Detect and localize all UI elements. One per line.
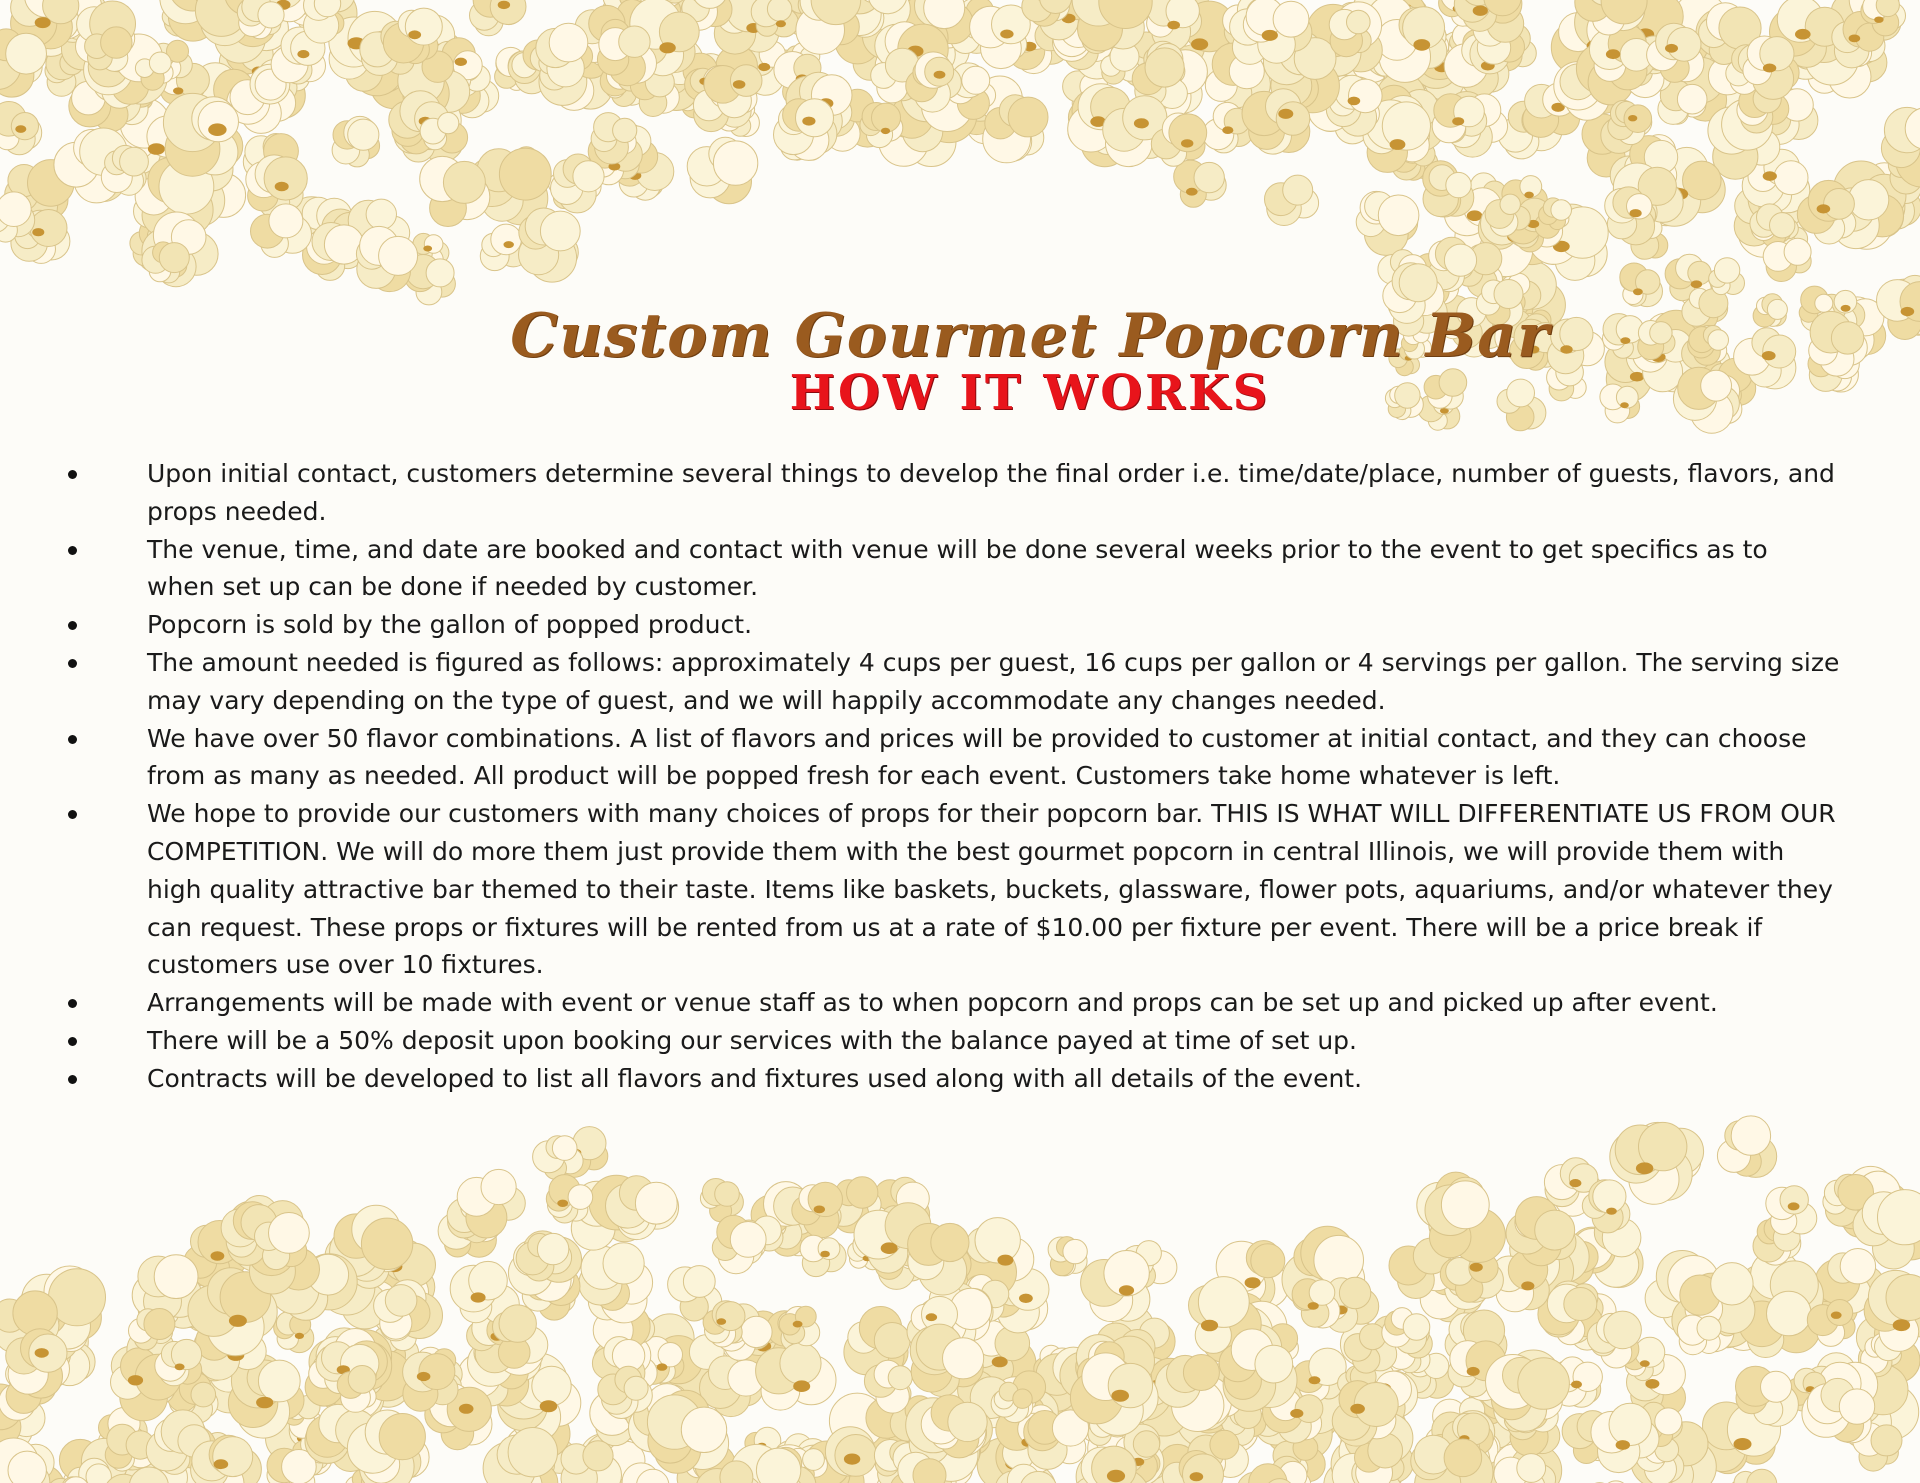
popcorn-kernel-shape — [1425, 1181, 1505, 1263]
page-subtitle: HOW IT WORKS — [789, 365, 1271, 421]
popcorn-bottom-image — [0, 1110, 1920, 1483]
popcorn-kernel-shape — [403, 1352, 458, 1411]
popcorn-kernel-shape — [1356, 191, 1419, 255]
list-item-text: Upon initial contact, customers determine several things to develop the final order i.e. time/date/place, number of guests, flavors, and props needed. — [147, 459, 1835, 526]
popcorn-kernel-shape — [579, 1243, 653, 1311]
bullet-icon — [68, 810, 77, 819]
popcorn-kernel-shape — [1081, 1251, 1150, 1322]
popcorn-kernel-shape — [756, 1343, 836, 1410]
popcorn-kernel-shape — [163, 93, 242, 176]
popcorn-kernel-shape — [774, 99, 837, 161]
popcorn-kernel-shape — [1766, 1186, 1817, 1235]
popcorn-kernel-shape — [519, 208, 581, 282]
popcorn-kernel-shape — [1329, 9, 1371, 56]
bullet-icon — [68, 470, 77, 479]
title-block — [0, 300, 1920, 420]
popcorn-kernel-shape — [1677, 1315, 1721, 1355]
popcorn-kernel-shape — [1174, 160, 1227, 207]
popcorn-kernel-shape — [687, 137, 758, 203]
list-item-text: We have over 50 flavor combinations. A list of flavors and prices will be provided to customer at initial contact, and they can choose from as many as needed. All product will be popped fresh for each event. Customers take home whatever is left. — [147, 723, 1807, 791]
list-item-text: The amount needed is figured as follows: approximately 4 cups per guest, 16 cups per gallon or 4 servings per gallon. The serving size may vary depending on the type of guest, and we will happily accommodate any changes needed. — [147, 647, 1840, 715]
popcorn-kernel-shape — [712, 1215, 766, 1273]
list-item — [0, 644, 1920, 720]
popcorn-border-bottom — [0, 1110, 1920, 1483]
popcorn-kernel-shape — [493, 1305, 548, 1368]
popcorn-kernel-shape — [420, 156, 490, 226]
list-item — [0, 1060, 1920, 1098]
how-it-works-list — [0, 455, 1920, 1098]
popcorn-kernel-shape — [1024, 1410, 1089, 1470]
popcorn-kernel-shape — [908, 1223, 972, 1295]
bullet-icon — [68, 999, 77, 1008]
list-item-text: We hope to provide our customers with many choices of props for their popcorn bar. THIS IS WHAT WILL DIFFERENTIATE US FROM OUR COMPETITION. We will do more them just provide them with the best gourmet popcorn in central Illinois, we will provide them with high quality attractive bar themed to their taste. Items like baskets, buckets, glassware, flower pots, aquariums, and/or whatever they can request. These props or fixtures will be rented from us at a rate of $10.00 per fixture per event. There will be a price break if customers use over 10 fixtures. — [147, 799, 1836, 980]
popcorn-kernel-shape — [533, 1136, 584, 1180]
popcorn-kernel-shape — [0, 29, 46, 97]
popcorn-kernel-shape — [0, 102, 42, 155]
popcorn-kernel-shape — [800, 1235, 846, 1276]
list-item — [0, 531, 1920, 607]
list-item — [0, 795, 1920, 984]
popcorn-kernel-shape — [1292, 1279, 1340, 1328]
bullet-icon — [68, 659, 77, 668]
popcorn-kernel-shape — [0, 1438, 50, 1483]
popcorn-kernel-shape — [1423, 161, 1474, 217]
popcorn-kernel-shape — [1293, 1348, 1346, 1402]
popcorn-kernel-shape — [470, 0, 527, 36]
popcorn-kernel-shape — [483, 1428, 558, 1483]
popcorn-kernel-shape — [1709, 258, 1745, 295]
list-item — [0, 606, 1920, 644]
popcorn-kernel-shape — [332, 116, 380, 166]
bullet-icon — [68, 1037, 77, 1046]
bullet-icon — [68, 1075, 77, 1084]
list-item — [0, 984, 1920, 1022]
popcorn-kernel-shape — [1717, 1116, 1776, 1178]
popcorn-kernel-shape — [383, 8, 442, 64]
list-item — [0, 720, 1920, 796]
bullet-icon — [68, 546, 77, 555]
popcorn-kernel-shape — [751, 0, 798, 37]
popcorn-kernel-shape — [546, 1175, 592, 1223]
popcorn-kernel-shape — [1265, 175, 1319, 225]
popcorn-kernel-shape — [1763, 238, 1811, 281]
list-item — [0, 455, 1920, 531]
list-item-text: Contracts will be developed to list all flavors and fixtures used along with all details of the event. — [147, 1063, 1363, 1093]
bullet-icon — [68, 735, 77, 744]
bullet-icon — [68, 621, 77, 630]
list-item-text: Popcorn is sold by the gallon of popped product. — [147, 610, 753, 640]
list-item-text: The venue, time, and date are booked and contact with venue will be done several weeks prior to the event to get specifics as to when set up can be done if needed by customer. — [147, 534, 1768, 602]
popcorn-kernel-shape — [1048, 1237, 1087, 1276]
page-title: Custom Gourmet Popcorn Bar — [510, 301, 1550, 371]
list-item-text: Arrangements will be made with event or venue staff as to when popcorn and props can be set up and picked up after event. — [147, 988, 1718, 1018]
list-item-text: There will be a 50% deposit upon booking our services with the balance payed at time of set up. — [147, 1025, 1357, 1055]
list-item — [0, 1022, 1920, 1060]
